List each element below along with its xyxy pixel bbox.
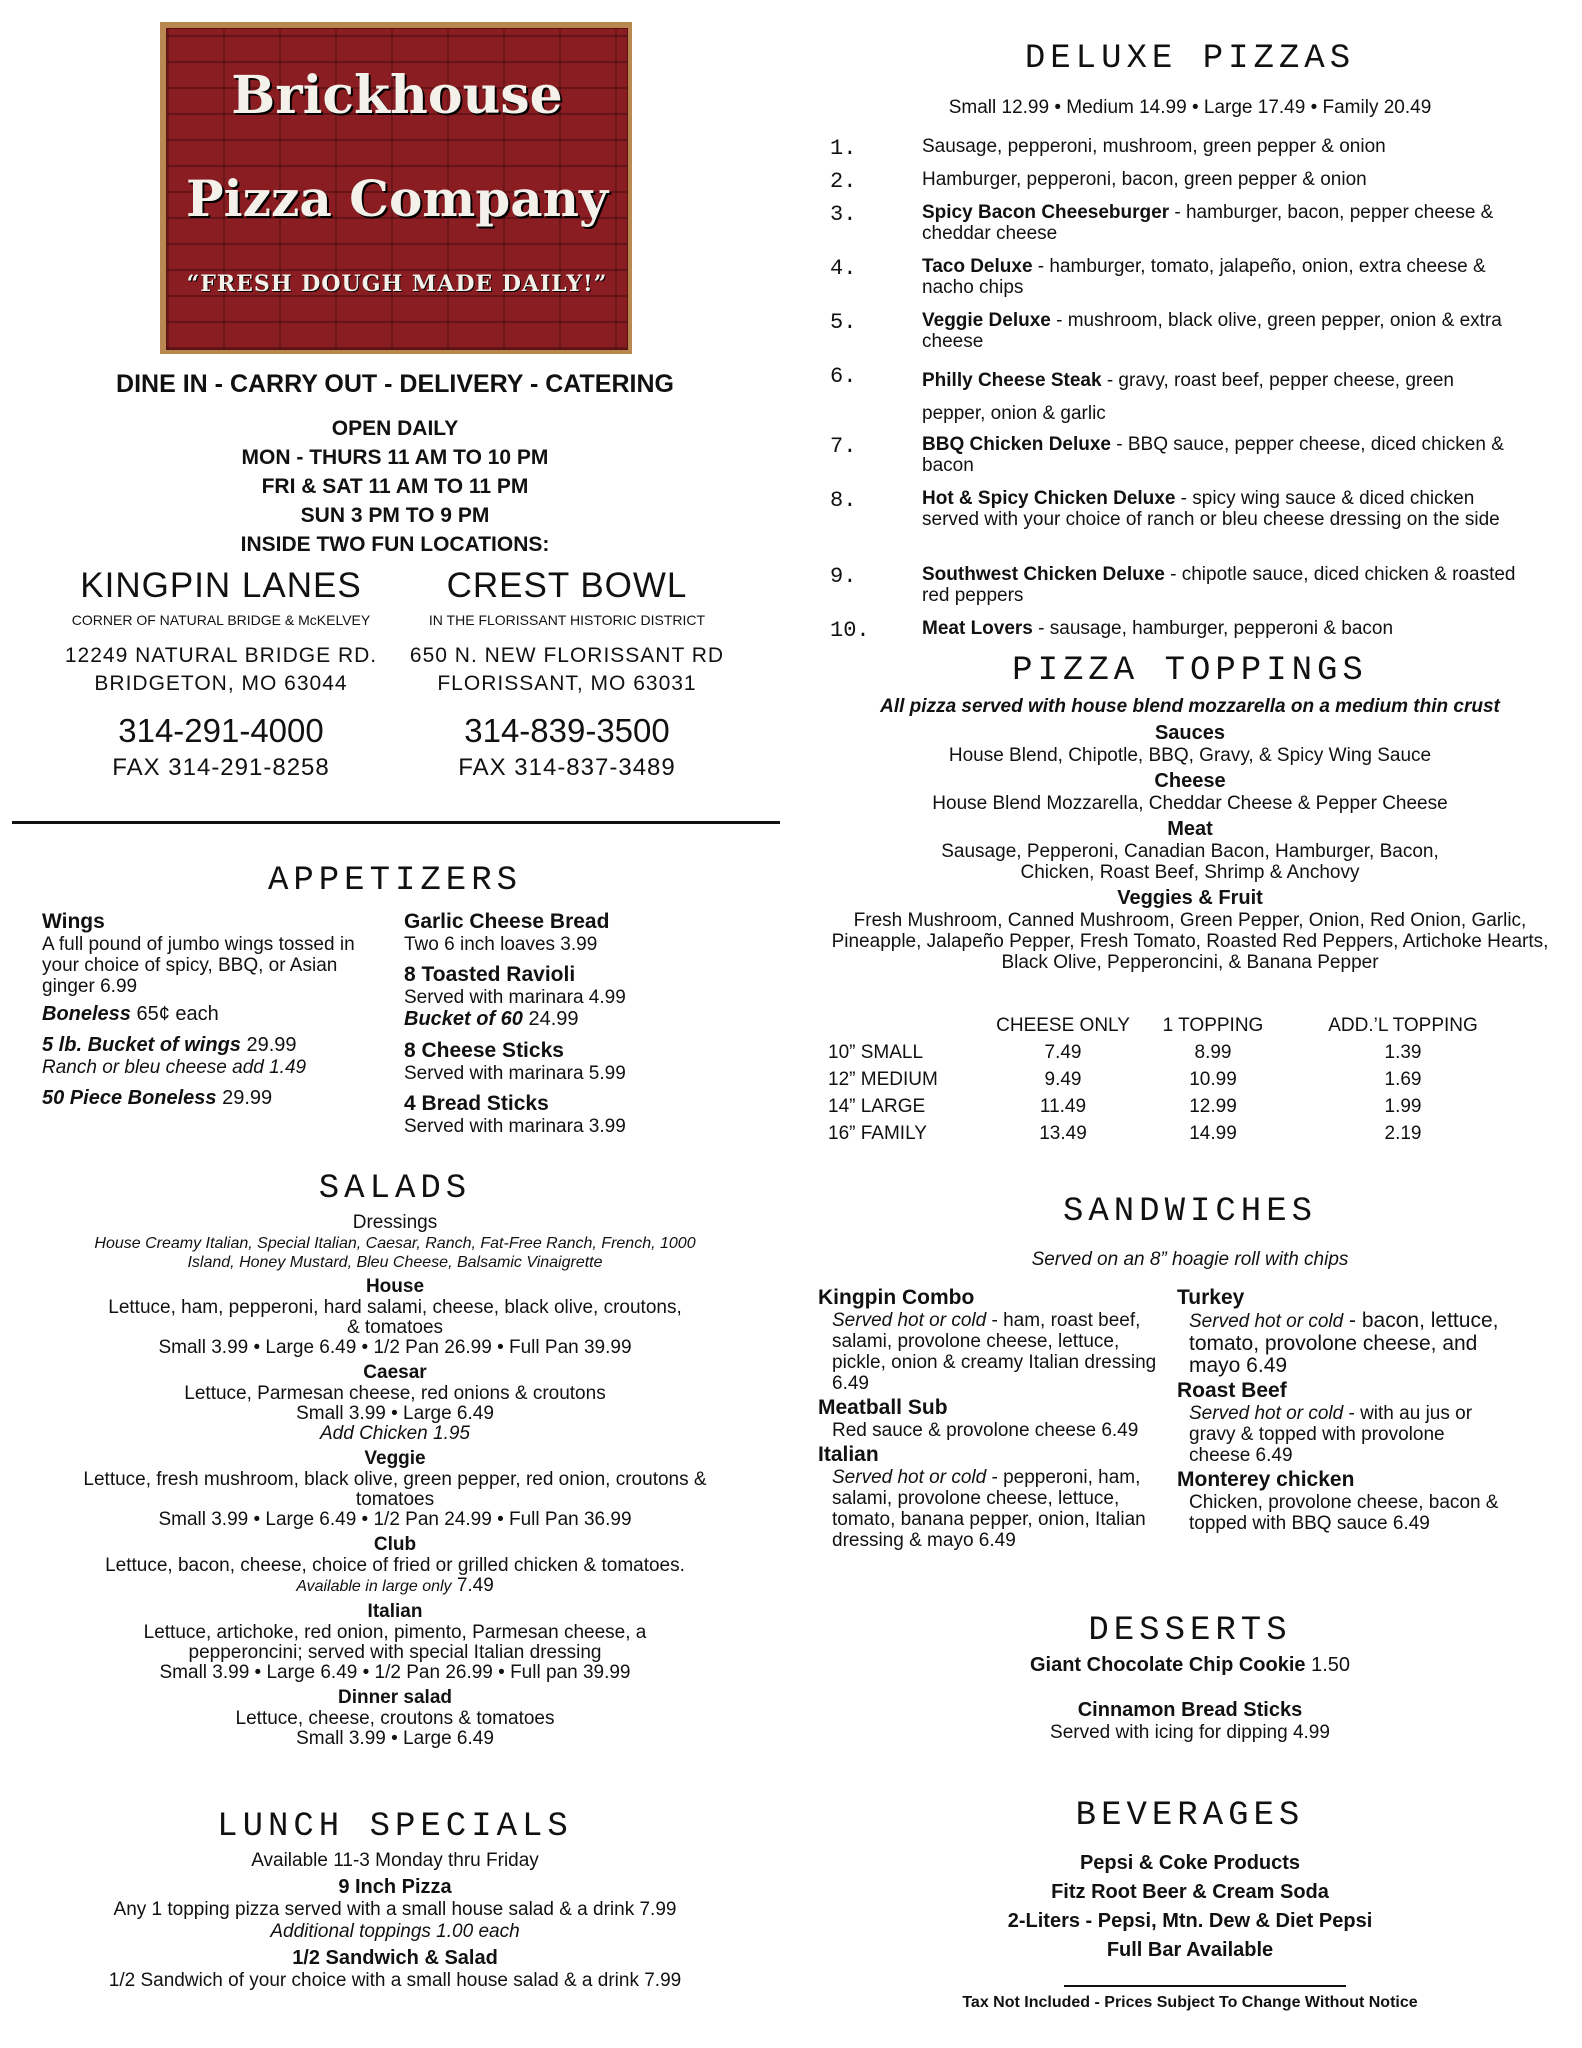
beverage-item: Pepsi & Coke Products [1079, 1852, 1301, 1874]
location-fax: FAX 314-837-3489 [458, 754, 676, 781]
appetizers-right-list [404, 910, 764, 1137]
italian-sandwich-name: Italian [818, 1443, 879, 1466]
sandwiches-note: Served on an 8” hoagie roll with chips [1031, 1249, 1349, 1270]
location-name: CREST BOWL [446, 566, 688, 605]
kingpin-combo-text: - ham, roast beef, salami, provolone cheese, lettuce, pickle, onion & creamy Italian dressing 6.49 [832, 1310, 1157, 1394]
hours-line: MON - THURS 11 AM TO 10 PM [241, 446, 549, 469]
club-salad-text: Lettuce, bacon, cheese, choice of fried or grilled chicken & tomatoes. [105, 1555, 685, 1576]
size-cell: 10” SMALL [828, 1041, 924, 1063]
item-number: 6. [830, 364, 857, 389]
address-line-2: BRIDGETON, MO 63044 [94, 672, 348, 695]
italian-sandwich-text: - pepperoni, ham, salami, provolone cheese, lettuce, tomato, banana pepper, onion, Italian dressing & mayo 6.49 [832, 1467, 1146, 1551]
size-cell: 14” LARGE [828, 1095, 926, 1117]
item-name: Spicy Bacon Cheeseburger [922, 202, 1170, 223]
caesar-salad-name: Caesar [363, 1362, 427, 1383]
dressings-label: Dressings [352, 1212, 438, 1233]
dinner-salad-price: Small 3.99 • Large 6.49 [296, 1728, 494, 1749]
location-kingpin-lanes [36, 566, 406, 782]
veggie-salad-price: Small 3.99 • Large 6.49 • 1/2 Pan 24.99 • Full Pan 36.99 [158, 1509, 632, 1530]
item-desc: Hamburger, pepperoni, bacon, green pepper & onion [922, 169, 1367, 190]
ravioli-bucket-price: 24.99 [528, 1008, 579, 1030]
salads-title: SALADS [318, 1170, 472, 1208]
item-desc: - hamburger, bacon, pepper cheese & cheddar cheese [922, 202, 1494, 244]
price-cell: 2.19 [1384, 1122, 1422, 1144]
dressings-list: House Creamy Italian, Special Italian, Caesar, Ranch, Fat-Free Ranch, French, 1000 Island, Honey Mustard, Bleu Cheese, Balsamic Vinaigrette [94, 1235, 696, 1271]
size-cell: 12” MEDIUM [828, 1068, 938, 1090]
served-hot-cold: Served hot or cold [1189, 1311, 1344, 1332]
ravioli-desc: Served with marinara 4.99 [404, 987, 626, 1008]
location-address [36, 642, 406, 698]
beverages-section [810, 1797, 1570, 1965]
turkey-name: Turkey [1177, 1286, 1245, 1309]
hours-line: SUN 3 PM TO 9 PM [300, 504, 490, 527]
hours-line: INSIDE TWO FUN LOCATIONS: [240, 533, 550, 556]
address-line-2: FLORISSANT, MO 63031 [437, 672, 697, 695]
sauces-label: Sauces [1154, 722, 1226, 744]
address-line-1: 12249 NATURAL BRIDGE RD. [64, 644, 378, 667]
logo-line-1: Brickhouse [231, 65, 563, 126]
address-line-1: 650 N. NEW FLORISSANT RD [409, 644, 725, 667]
location-address [382, 642, 752, 698]
item-text [922, 169, 1522, 190]
italian-sandwich-desc [818, 1467, 1168, 1551]
house-salad-price: Small 3.99 • Large 6.49 • 1/2 Pan 26.99 • Full Pan 39.99 [158, 1337, 632, 1358]
location-crest-bowl [382, 566, 752, 782]
boneless-price: 65¢ each [136, 1003, 219, 1025]
item-name: Taco Deluxe [922, 256, 1033, 277]
logo-line-2: Pizza Company [186, 169, 608, 228]
location-name: KINGPIN LANES [80, 566, 362, 605]
kingpin-combo-name: Kingpin Combo [818, 1286, 975, 1309]
ravioli-bucket [404, 1008, 764, 1031]
location-phone[interactable]: 314-291-4000 [118, 712, 324, 749]
item-text [922, 256, 1522, 298]
boneless-item [42, 1003, 387, 1026]
club-salad-desc [0, 1556, 790, 1597]
item-name: Hot & Spicy Chicken Deluxe [922, 488, 1176, 509]
header-cell: ADD.’L TOPPING [1328, 1014, 1478, 1036]
house-salad-desc: Lettuce, ham, pepperoni, hard salami, cheese, black olive, croutons, & tomatoes [108, 1297, 682, 1338]
cheese-label: Cheese [1154, 770, 1226, 792]
monterey-chicken-name: Monterey chicken [1177, 1468, 1355, 1491]
italian-salad-desc: Lettuce, artichoke, red onion, pimento, Parmesan cheese, a pepperoncini; served with special Italian dressing [143, 1622, 647, 1663]
table-row [828, 1039, 1518, 1066]
dinner-salad-name: Dinner salad [337, 1687, 453, 1708]
item-name: Southwest Chicken Deluxe [922, 564, 1165, 585]
italian-salad-name: Italian [367, 1601, 423, 1622]
garlic-bread-name: Garlic Cheese Bread [404, 910, 610, 933]
item-number: 2. [830, 169, 857, 194]
table-row [828, 1120, 1518, 1147]
desserts-title: DESSERTS [1088, 1612, 1292, 1650]
sandwiches-right-list [1177, 1286, 1507, 1534]
caesar-add-chicken: Add Chicken 1.95 [320, 1423, 470, 1444]
price-cell: 14.99 [1189, 1122, 1237, 1144]
served-hot-cold: Served hot or cold [832, 1467, 987, 1488]
salads-section [0, 1170, 790, 1749]
item-text [922, 434, 1522, 476]
item-number: 8. [830, 488, 857, 513]
roast-beef-desc [1177, 1403, 1507, 1466]
deluxe-title: DELUXE PIZZAS [1024, 40, 1356, 78]
lunch-sandwich-desc: 1/2 Sandwich of your choice with a small house salad & a drink 7.99 [108, 1970, 682, 1991]
item-text [922, 364, 1522, 430]
served-hot-cold: Served hot or cold [832, 1310, 987, 1331]
turkey-text: - bacon, lettuce, tomato, provolone cheese, and mayo 6.49 [1189, 1309, 1499, 1377]
kingpin-combo-desc [818, 1310, 1168, 1394]
cookie-name: Giant Chocolate Chip Cookie [1029, 1654, 1306, 1676]
roast-beef-name: Roast Beef [1177, 1379, 1287, 1402]
fifty-boneless-item [42, 1087, 387, 1110]
item-text [922, 488, 1522, 530]
bucket-name: 5 lb. Bucket of wings [42, 1034, 241, 1056]
cheese-list: House Blend Mozzarella, Cheddar Cheese & Pepper Cheese [932, 793, 1448, 814]
size-cell: 16” FAMILY [828, 1122, 927, 1144]
sauces-list: House Blend, Chipotle, BBQ, Gravy, & Spicy Wing Sauce [948, 745, 1432, 766]
header-cell: CHEESE ONLY [996, 1014, 1130, 1036]
lunch-sandwich-name: 1/2 Sandwich & Salad [292, 1947, 498, 1969]
item-name: Veggie Deluxe [922, 310, 1051, 331]
beverage-item: 2-Liters - Pepsi, Mtn. Dew & Diet Pepsi [1007, 1910, 1373, 1932]
beverage-item: Fitz Root Beer & Cream Soda [1051, 1881, 1329, 1903]
bucket-price: 29.99 [246, 1034, 297, 1056]
price-table-header [828, 1012, 1518, 1039]
veggie-salad-name: Veggie [364, 1448, 426, 1469]
price-cell: 9.49 [1044, 1068, 1082, 1090]
price-cell: 13.49 [1039, 1122, 1087, 1144]
meat-label: Meat [1167, 818, 1213, 840]
item-text [922, 202, 1522, 244]
price-cell: 8.99 [1194, 1041, 1232, 1063]
item-desc: - gravy, roast beef, pepper cheese, green pepper, onion & garlic [922, 370, 1454, 424]
lunch-pizza-note: Additional toppings 1.00 each [270, 1921, 520, 1942]
beverage-item: Full Bar Available [1106, 1939, 1274, 1961]
item-name: Meat Lovers [922, 618, 1033, 639]
cinnamon-sticks-desc: Served with icing for dipping 4.99 [1050, 1722, 1330, 1743]
bucket-note: Ranch or bleu cheese add 1.49 [42, 1057, 307, 1078]
ravioli-bucket-name: Bucket of 60 [404, 1008, 523, 1030]
meatball-sub-name: Meatball Sub [818, 1396, 948, 1419]
toppings-note: All pizza served with house blend mozzarella on a medium thin crust [880, 696, 1500, 717]
hours-line: OPEN DAILY [331, 417, 459, 440]
item-number: 1. [830, 136, 857, 161]
location-note: IN THE FLORISSANT HISTORIC DISTRICT [428, 612, 706, 628]
cheese-sticks-desc: Served with marinara 5.99 [404, 1063, 626, 1084]
table-row [828, 1066, 1518, 1093]
hours-block [0, 414, 790, 559]
caesar-salad-price: Small 3.99 • Large 6.49 [296, 1403, 494, 1424]
item-number: 5. [830, 310, 857, 335]
price-cell: 11.49 [1039, 1095, 1087, 1117]
item-desc: - mushroom, black olive, green pepper, onion & extra cheese [922, 310, 1502, 352]
logo-tagline: “FRESH DOUGH MADE DAILY!” [186, 271, 608, 297]
services-line: DINE IN - CARRY OUT - DELIVERY - CATERING [116, 370, 674, 398]
wings-desc: A full pound of jumbo wings tossed in your choice of spicy, BBQ, or Asian ginger 6.99 [42, 934, 355, 997]
price-cell: 1.99 [1384, 1095, 1422, 1117]
sandwiches-left-list [818, 1286, 1168, 1551]
item-name: Philly Cheese Steak [922, 370, 1102, 391]
hours-line: FRI & SAT 11 AM TO 11 PM [261, 475, 529, 498]
item-number: 9. [830, 564, 857, 589]
lunch-pizza-name: 9 Inch Pizza [338, 1876, 452, 1898]
footer-rule [1064, 1985, 1346, 1987]
veggies-label: Veggies & Fruit [1117, 887, 1263, 909]
meatball-sub-desc: Red sauce & provolone cheese 6.49 [832, 1420, 1139, 1441]
item-number: 3. [830, 202, 857, 227]
section-divider [12, 821, 780, 824]
pizza-price-table [828, 1012, 1518, 1147]
club-salad-name: Club [373, 1534, 417, 1555]
item-text [922, 618, 1522, 639]
dinner-salad-desc: Lettuce, cheese, croutons & tomatoes [235, 1708, 555, 1729]
header-cell: 1 TOPPING [1162, 1014, 1264, 1036]
item-number: 10. [830, 618, 870, 643]
cheese-sticks-name: 8 Cheese Sticks [404, 1039, 564, 1062]
served-hot-cold: Served hot or cold [1189, 1403, 1344, 1424]
lunch-pizza-desc: Any 1 topping pizza served with a small house salad & a drink 7.99 [113, 1899, 677, 1920]
price-cell: 1.39 [1384, 1041, 1422, 1063]
location-note: CORNER OF NATURAL BRIDGE & McKELVEY [71, 612, 371, 628]
sandwiches-title: SANDWICHES [1062, 1193, 1318, 1231]
roast-beef-text: - with au jus or gravy & topped with provolone cheese 6.49 [1189, 1403, 1473, 1466]
turkey-desc [1177, 1310, 1507, 1377]
boneless-name: Boneless [42, 1003, 131, 1025]
lunch-specials-title: LUNCH SPECIALS [217, 1808, 573, 1846]
bread-sticks-desc: Served with marinara 3.99 [404, 1116, 626, 1137]
bucket-item [42, 1034, 387, 1057]
item-number: 4. [830, 256, 857, 281]
monterey-chicken-desc: Chicken, provolone cheese, bacon & topped with BBQ sauce 6.49 [1189, 1492, 1499, 1534]
item-desc: - sausage, hamburger, pepperoni & bacon [1032, 618, 1394, 639]
left-column [0, 0, 790, 2048]
beverages-title: BEVERAGES [1075, 1797, 1305, 1835]
location-phone[interactable]: 314-839-3500 [464, 712, 670, 749]
appetizers-left-list [42, 910, 387, 1110]
item-desc: Sausage, pepperoni, mushroom, green pepper & onion [922, 136, 1386, 157]
ravioli-name: 8 Toasted Ravioli [404, 963, 576, 986]
house-salad-name: House [365, 1276, 425, 1297]
item-text [922, 564, 1522, 606]
header-cell [828, 1012, 988, 1039]
toppings-section [810, 652, 1570, 973]
cinnamon-sticks-name: Cinnamon Bread Sticks [1077, 1699, 1303, 1721]
item-desc: - hamburger, tomato, jalapeño, onion, extra cheese & nacho chips [922, 256, 1486, 298]
item-number: 7. [830, 434, 857, 459]
wings-name: Wings [42, 910, 105, 933]
item-text [922, 310, 1522, 352]
deluxe-prices: Small 12.99 • Medium 14.99 • Large 17.49 • Family 20.49 [948, 97, 1432, 118]
item-text [922, 136, 1522, 157]
italian-salad-price: Small 3.99 • Large 6.49 • 1/2 Pan 26.99 • Full pan 39.99 [159, 1662, 631, 1683]
location-fax: FAX 314-291-8258 [112, 754, 330, 781]
item-desc: - spicy wing sauce & diced chicken served with your choice of ranch or bleu cheese dressing on the side [922, 488, 1500, 530]
lunch-availability: Available 11-3 Monday thru Friday [251, 1850, 539, 1871]
beverages-list [810, 1849, 1570, 1965]
cookie-price: 1.50 [1311, 1654, 1351, 1676]
desserts-section [810, 1612, 1570, 1744]
lunch-specials-section [0, 1808, 790, 1992]
footer-note: Tax Not Included - Prices Subject To Change Without Notice [962, 1994, 1418, 2011]
caesar-salad-desc: Lettuce, Parmesan cheese, red onions & croutons [184, 1383, 606, 1404]
club-salad-note: Available in large only [296, 1578, 452, 1595]
brick-wall-background [166, 28, 628, 350]
brickhouse-logo [160, 22, 632, 354]
veggies-list: Fresh Mushroom, Canned Mushroom, Green Pepper, Onion, Red Onion, Garlic, Pineapple, Jalapeño Pepper, Fresh Tomato, Roasted Red Peppers, Artichoke Hearts, Black Olive, Pepperoncini, & Banana Pepper [831, 910, 1549, 973]
price-cell: 1.69 [1384, 1068, 1422, 1090]
item-desc: - chipotle sauce, diced chicken & roasted red peppers [922, 564, 1516, 606]
garlic-bread-desc: Two 6 inch loaves 3.99 [404, 934, 598, 955]
price-cell: 10.99 [1189, 1068, 1237, 1090]
bread-sticks-name: 4 Bread Sticks [404, 1092, 549, 1115]
fifty-boneless-name: 50 Piece Boneless [42, 1087, 217, 1109]
cookie-item [810, 1654, 1570, 1677]
item-desc: - BBQ sauce, pepper cheese, diced chicken & bacon [922, 434, 1504, 476]
table-row [828, 1093, 1518, 1120]
club-salad-price: 7.49 [456, 1575, 494, 1596]
price-cell: 7.49 [1044, 1041, 1082, 1063]
appetizers-title: APPETIZERS [267, 862, 523, 900]
toppings-title: PIZZA TOPPINGS [1012, 652, 1368, 690]
meat-list: Sausage, Pepperoni, Canadian Bacon, Hamburger, Bacon, Chicken, Roast Beef, Shrimp & Anchovy [941, 841, 1439, 883]
veggie-salad-desc: Lettuce, fresh mushroom, black olive, green pepper, red onion, croutons & tomatoes [83, 1469, 707, 1510]
price-cell: 12.99 [1189, 1095, 1237, 1117]
item-name: BBQ Chicken Deluxe [922, 434, 1111, 455]
fifty-boneless-price: 29.99 [222, 1087, 273, 1109]
